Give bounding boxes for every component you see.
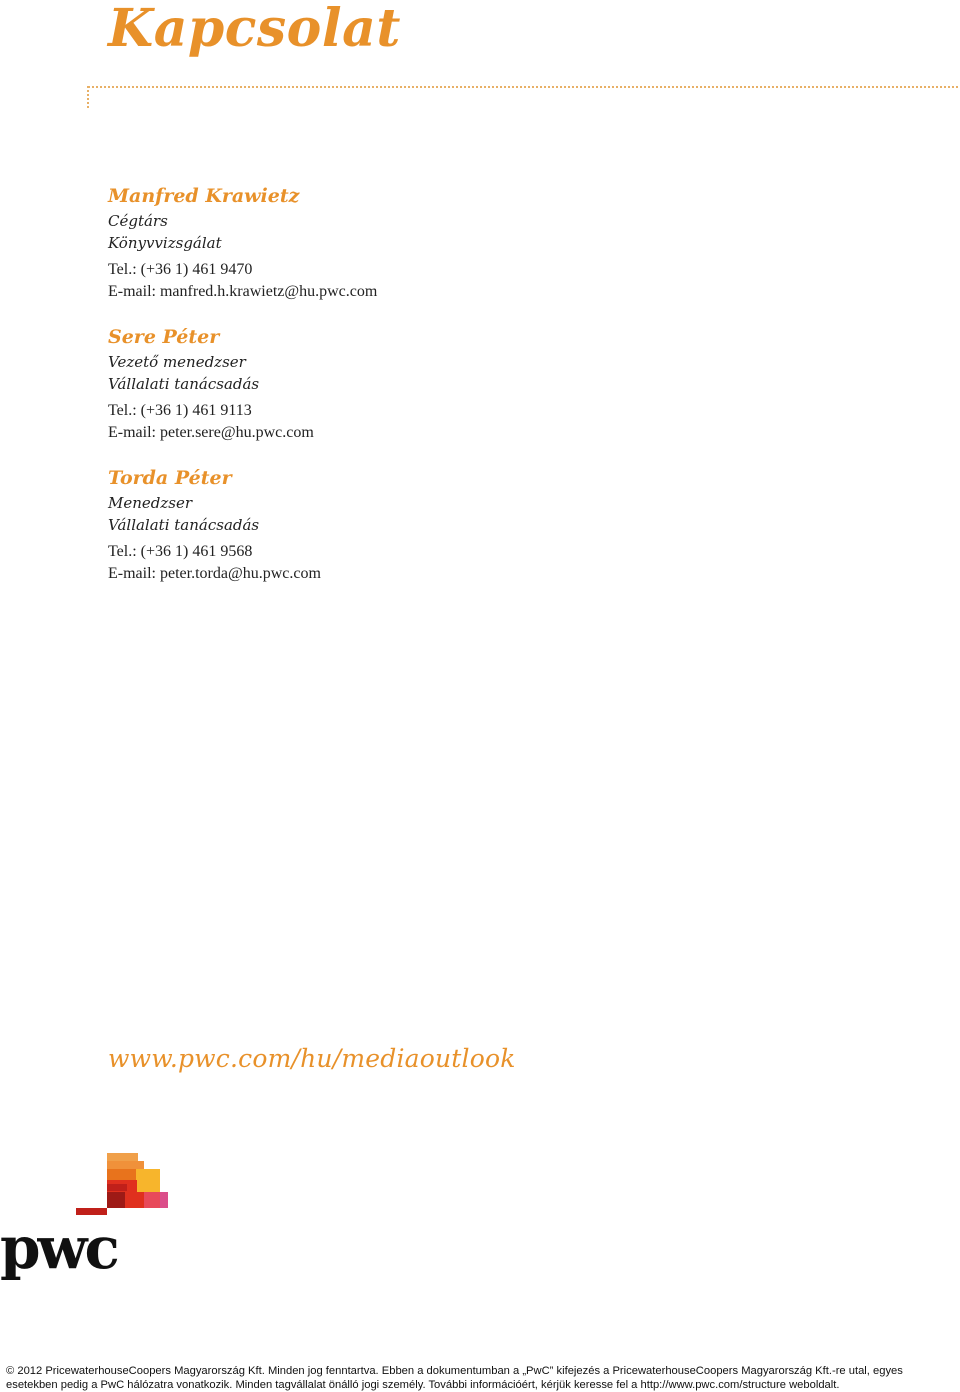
contact-phone: Tel.: (+36 1) 461 9470 [108,261,253,278]
contact-email[interactable]: E-mail: manfred.h.krawietz@hu.pwc.com [108,283,378,300]
dotted-divider-vertical [87,86,89,108]
contact-phone: Tel.: (+36 1) 461 9113 [108,402,252,419]
contact-department: Vállalati tanácsadás [108,375,260,393]
pwc-logo-blocks [76,1153,168,1215]
contact-email[interactable]: E-mail: peter.sere@hu.pwc.com [108,424,314,441]
contact-name: Torda Péter [108,467,232,489]
contact-role: Vezető menedzser [108,353,246,371]
contact-card [108,182,708,303]
page-title: Kapcsolat [108,0,401,59]
contact-name: Sere Péter [108,326,220,348]
contact-department: Könyvvizsgálat [108,234,222,252]
contact-name: Manfred Krawietz [108,185,300,207]
contact-role: Cégtárs [108,212,168,230]
contact-card [108,323,708,444]
pwc-logo-text: pwc [0,1214,117,1282]
contact-phone: Tel.: (+36 1) 461 9568 [108,543,253,560]
footer-line: esetekben pedig a PwC hálózatra vonatkozik. Minden tagvállalat önálló jogi személy. További információért, kérjük keresse fel a http://www.pwc.com/structure weboldalt. [6,1379,840,1391]
pwc-logo [0,1150,180,1290]
contact-card [108,464,708,585]
footer-line: © 2012 PricewaterhouseCoopers Magyarország Kft. Minden jog fenntartva. Ebben a dokumentumban a „PwC” kifejezés a PricewaterhouseCoopers Magyarország Kft.-re utal, egyes [6,1365,903,1377]
contact-email[interactable]: E-mail: peter.torda@hu.pwc.com [108,565,321,582]
contact-list [108,182,708,605]
website-link[interactable]: www.pwc.com/hu/mediaoutlook [108,1044,516,1073]
contact-role: Menedzser [108,494,193,512]
copyright-footer [6,1364,956,1392]
dotted-divider [88,86,958,88]
contact-department: Vállalati tanácsadás [108,516,260,534]
